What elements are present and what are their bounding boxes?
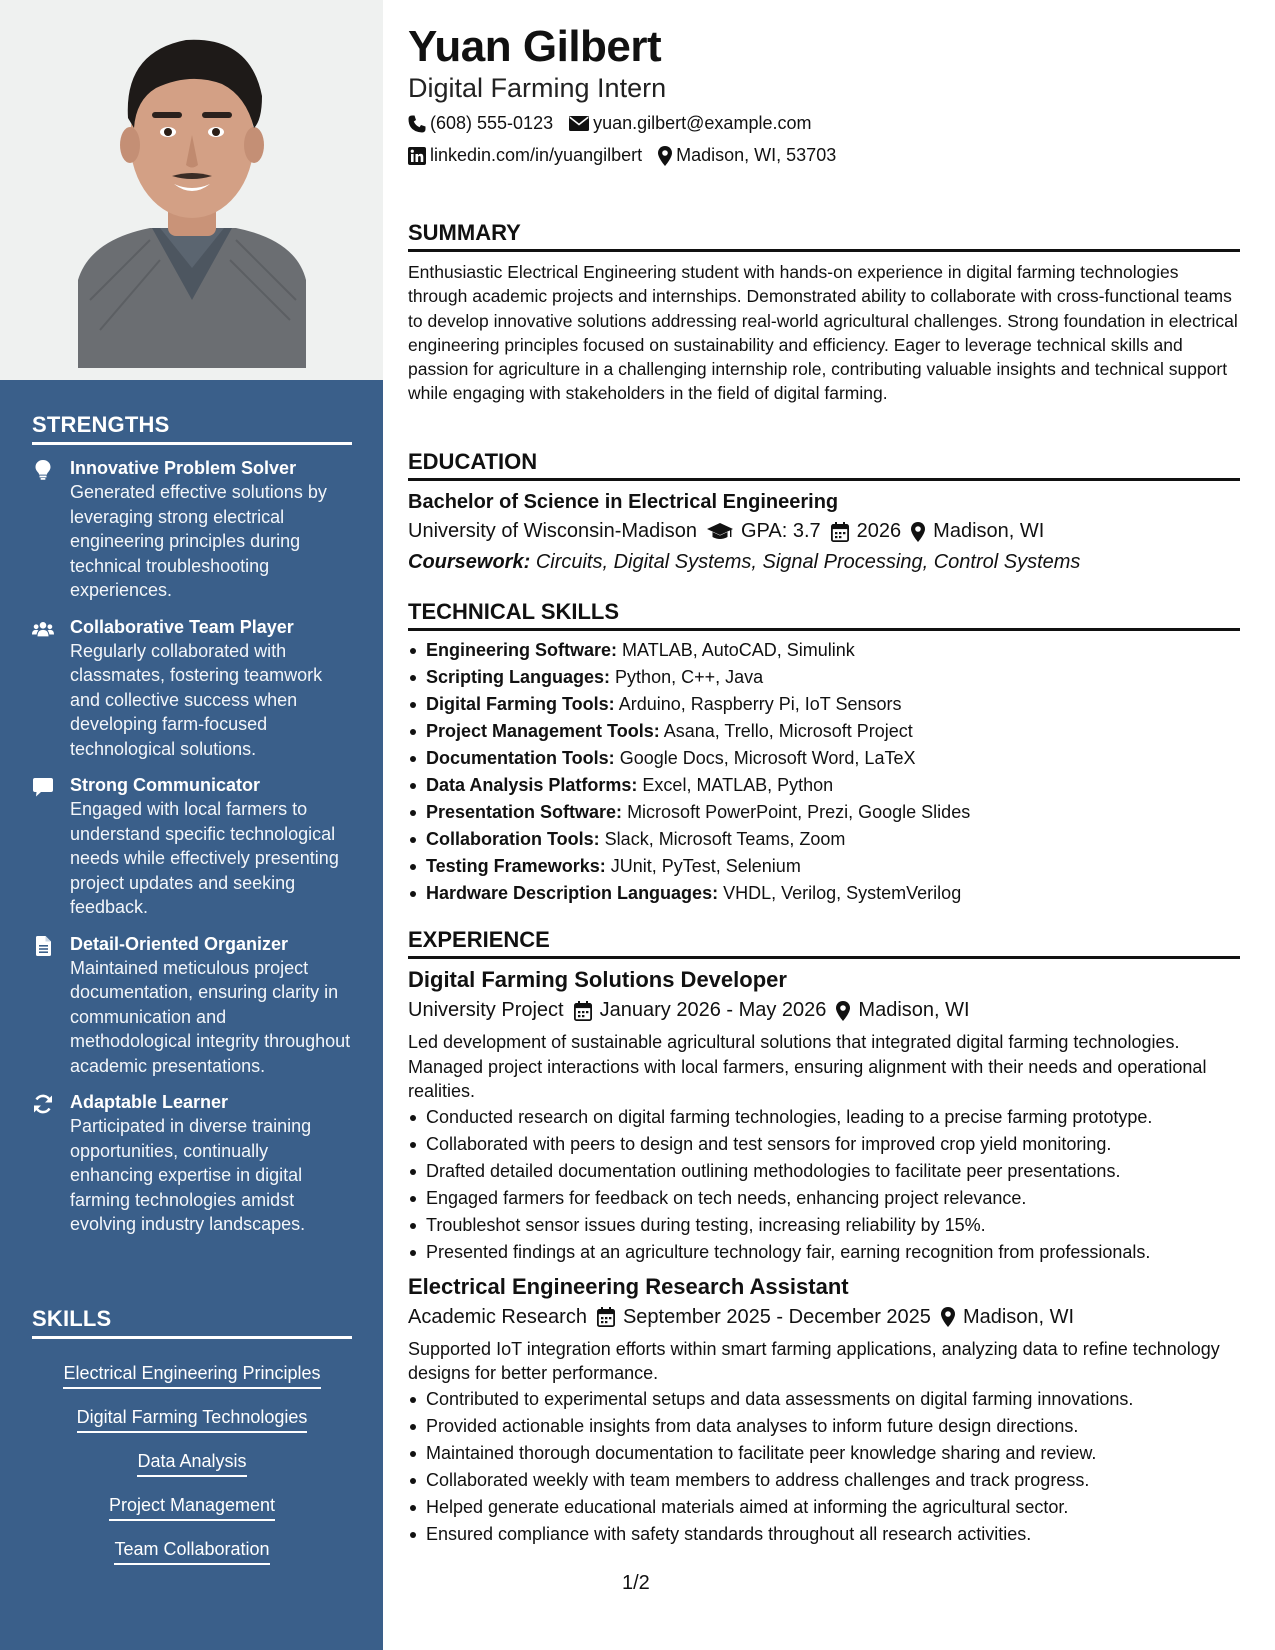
summary-section (408, 220, 1240, 406)
location-contact (658, 145, 836, 166)
candidate-name: Yuan Gilbert (408, 22, 662, 71)
skill-value: Python, C++, Java (615, 667, 764, 687)
strength-item (32, 933, 352, 1079)
strength-title: Collaborative Team Player (70, 616, 294, 637)
strength-title: Strong Communicator (70, 775, 261, 795)
experience-heading: EXPERIENCE (408, 927, 1240, 959)
strength-desc: Participated in diverse training opportunities, continually enhancing expertise in digital farming technologies amidst evolving industry landscapes. (70, 1116, 312, 1234)
job-meta (408, 1306, 1240, 1329)
coursework (408, 551, 1240, 574)
strength-desc: Maintained meticulous project documentation, ensuring clarity in communication and methodological integrity throughout academic presentations. (70, 957, 351, 1076)
coursework-text: Circuits, Digital Systems, Signal Processing, Control Systems (535, 551, 1081, 573)
job-location-item (941, 1306, 1074, 1329)
skills-heading: SKILLS (32, 1306, 352, 1339)
education-meta (408, 520, 1240, 543)
skill-label: Presentation Software: (426, 802, 623, 822)
job-location: Madison, WI (858, 999, 970, 1021)
list-item: Helped generate educational materials aimed at informing the agricultural sector. (408, 1494, 1240, 1521)
strength-item (32, 616, 352, 762)
job-entry (408, 1274, 1240, 1548)
phone-text: (608) 555-0123 (430, 113, 554, 133)
job-org: University Project (408, 999, 564, 1021)
list-item: Presented findings at an agriculture technology fair, earning recognition from professionals. (408, 1239, 1240, 1266)
skill-label: Digital Farming Tools: (426, 694, 615, 714)
graduation-cap-icon (707, 523, 733, 541)
list-item (408, 772, 1240, 799)
contact-row (408, 145, 836, 166)
list-item: Collaborated weekly with team members to address challenges and track progress. (408, 1467, 1240, 1494)
job-title: Digital Farming Solutions Developer (408, 967, 787, 992)
linkedin-text: linkedin.com/in/yuangilbert (430, 145, 643, 165)
comment-icon (32, 777, 54, 797)
skill-tag: Data Analysis (137, 1449, 246, 1477)
skill-label: Data Analysis Platforms: (426, 775, 638, 795)
list-item (408, 664, 1240, 691)
skill-label: Collaboration Tools: (426, 829, 600, 849)
job-dates: January 2026 - May 2026 (599, 999, 827, 1021)
linkedin-contact[interactable] (408, 145, 642, 166)
profile-photo (0, 0, 383, 380)
skill-label: Testing Frameworks: (426, 856, 606, 876)
school-name: University of Wisconsin-Madison (408, 520, 697, 542)
skill-tag: Team Collaboration (114, 1537, 269, 1565)
list-item: Conducted research on digital farming technologies, leading to a precise farming prototype. (408, 1104, 1240, 1131)
summary-text: Enthusiastic Electrical Engineering student with hands-on experience in digital farming technologies through academic projects and internships. Demonstrated ability to collaborate with cross-functional teams to develop innovative solutions addressing real-world agricultural challenges. Strong foundation in electrical engineering principles focused on sustainability and efficiency. Eager to leverage technical skills and passion for agriculture in a challenging internship role, contributing valuable insights and technical support while engaging with stakeholders in the field of digital farming. (408, 262, 1238, 404)
strength-title: Detail-Oriented Organizer (70, 933, 289, 954)
calendar-icon (574, 1001, 592, 1021)
skill-value: Asana, Trello, Microsoft Project (663, 721, 913, 741)
email-text: yuan.gilbert@example.com (593, 113, 812, 133)
job-dates-item (574, 999, 827, 1022)
education-heading: EDUCATION (408, 449, 1240, 481)
skills-list (32, 1351, 352, 1571)
lightbulb-icon (32, 460, 54, 480)
page-number: 1/2 (622, 1572, 650, 1594)
job-meta (408, 999, 1240, 1022)
edu-location-item (911, 520, 1044, 543)
strength-title: Adaptable Learner (70, 1092, 229, 1112)
job-entry (408, 967, 1240, 1266)
summary-heading: SUMMARY (408, 220, 1240, 252)
sidebar (0, 0, 383, 1650)
list-item (408, 691, 1240, 718)
job-description: Supported IoT integration efforts within smart farming applications, analyzing data to refine technology designs for better performance. (408, 1338, 1220, 1383)
strength-item (32, 774, 352, 920)
file-icon (32, 936, 54, 956)
job-location-item (836, 999, 969, 1022)
list-item: Contributed to experimental setups and data assessments on digital farming innovations. (408, 1386, 1240, 1413)
list-item (408, 637, 1240, 664)
email-contact[interactable] (569, 113, 811, 134)
map-marker-icon (941, 1307, 955, 1327)
skill-value: VHDL, Verilog, SystemVerilog (723, 883, 962, 903)
coursework-label: Coursework: (408, 551, 531, 573)
users-icon (32, 619, 54, 639)
job-location: Madison, WI (962, 1305, 1075, 1328)
technical-skills-heading: TECHNICAL SKILLS (408, 599, 1240, 631)
job-title: Electrical Engineering Research Assistant (408, 1273, 849, 1299)
list-item (408, 718, 1240, 745)
skill-label: Engineering Software: (426, 640, 618, 660)
map-marker-icon (658, 146, 672, 166)
skill-value: MATLAB, AutoCAD, Simulink (622, 640, 855, 660)
list-item: Ensured compliance with safety standards throughout all research activities. (408, 1521, 1240, 1548)
linkedin-icon (408, 147, 426, 165)
skill-value: Excel, MATLAB, Python (642, 775, 834, 795)
list-item (408, 799, 1240, 826)
skill-tag: Electrical Engineering Principles (63, 1361, 320, 1389)
skill-value: Arduino, Raspberry Pi, IoT Sensors (618, 694, 902, 714)
gpa-item (707, 520, 821, 543)
sync-icon (32, 1094, 54, 1114)
calendar-icon (597, 1307, 615, 1327)
candidate-role: Digital Farming Intern (408, 73, 667, 103)
degree-title: Bachelor of Science in Electrical Engineering (408, 491, 839, 513)
job-description: Led development of sustainable agricultural solutions that integrated digital farming technologies. Managed project interactions with local farmers, ensuring alignment with their needs and operational realities. (408, 1032, 1207, 1101)
strength-item (32, 1091, 352, 1237)
list-item (408, 745, 1240, 772)
strength-item (32, 457, 352, 603)
location-text: Madison, WI, 53703 (676, 145, 837, 165)
job-bullets (408, 1104, 1240, 1266)
list-item (408, 880, 1240, 907)
list-item: Collaborated with peers to design and test sensors for improved crop yield monitoring. (408, 1131, 1240, 1158)
list-item (408, 826, 1240, 853)
contact-row (408, 113, 811, 134)
strength-desc: Generated effective solutions by leveraging strong electrical engineering principles during technical troubleshooting experiences. (70, 482, 327, 600)
job-dates: September 2025 - December 2025 (622, 1305, 931, 1328)
strengths-section (32, 412, 352, 1237)
skills-section (32, 1306, 352, 1571)
job-dates-item (597, 1306, 931, 1329)
job-bullets (408, 1386, 1240, 1548)
list-item: Provided actionable insights from data analyses to inform future design directions. (408, 1413, 1240, 1440)
list-item: Troubleshot sensor issues during testing, increasing reliability by 15%. (408, 1212, 1240, 1239)
job-org: Academic Research (408, 1305, 587, 1328)
phone-icon (408, 115, 426, 133)
skill-value: JUnit, PyTest, Selenium (610, 856, 801, 876)
strength-desc: Regularly collaborated with classmates, fostering teamwork and collective success when developing farm-focused technological solutions. (70, 640, 323, 759)
phone-contact[interactable] (408, 113, 553, 134)
strength-desc: Engaged with local farmers to understand specific technological needs while effectively presenting project updates and seeking feedback. (70, 799, 339, 917)
list-item: Maintained thorough documentation to facilitate peer knowledge sharing and review. (408, 1440, 1240, 1467)
skill-label: Documentation Tools: (426, 748, 615, 768)
experience-section (408, 927, 1240, 1548)
skill-label: Scripting Languages: (426, 667, 611, 687)
skill-tag: Project Management (109, 1493, 275, 1521)
education-section (408, 449, 1240, 574)
skill-tag: Digital Farming Technologies (77, 1405, 308, 1433)
skill-value: Slack, Microsoft Teams, Zoom (604, 829, 846, 849)
edu-location-text: Madison, WI (933, 520, 1045, 542)
map-marker-icon (836, 1001, 850, 1021)
year-text: 2026 (856, 520, 902, 542)
skill-label: Project Management Tools: (426, 721, 660, 741)
technical-skills-section (408, 599, 1240, 907)
calendar-icon (831, 522, 849, 542)
list-item: Drafted detailed documentation outlining methodologies to facilitate peer presentations. (408, 1158, 1240, 1185)
person-portrait-icon (0, 0, 383, 380)
strengths-heading: STRENGTHS (32, 412, 352, 445)
skill-value: Microsoft PowerPoint, Prezi, Google Slides (627, 802, 971, 822)
skill-value: Google Docs, Microsoft Word, LaTeX (619, 748, 916, 768)
list-item: Engaged farmers for feedback on tech needs, enhancing project relevance. (408, 1185, 1240, 1212)
envelope-icon (569, 116, 589, 131)
year-item (831, 520, 902, 543)
map-marker-icon (911, 522, 925, 542)
gpa-text: GPA: 3.7 (740, 520, 821, 542)
strength-title: Innovative Problem Solver (70, 458, 297, 478)
list-item (408, 853, 1240, 880)
technical-skills-list (408, 637, 1240, 907)
skill-label: Hardware Description Languages: (426, 883, 719, 903)
